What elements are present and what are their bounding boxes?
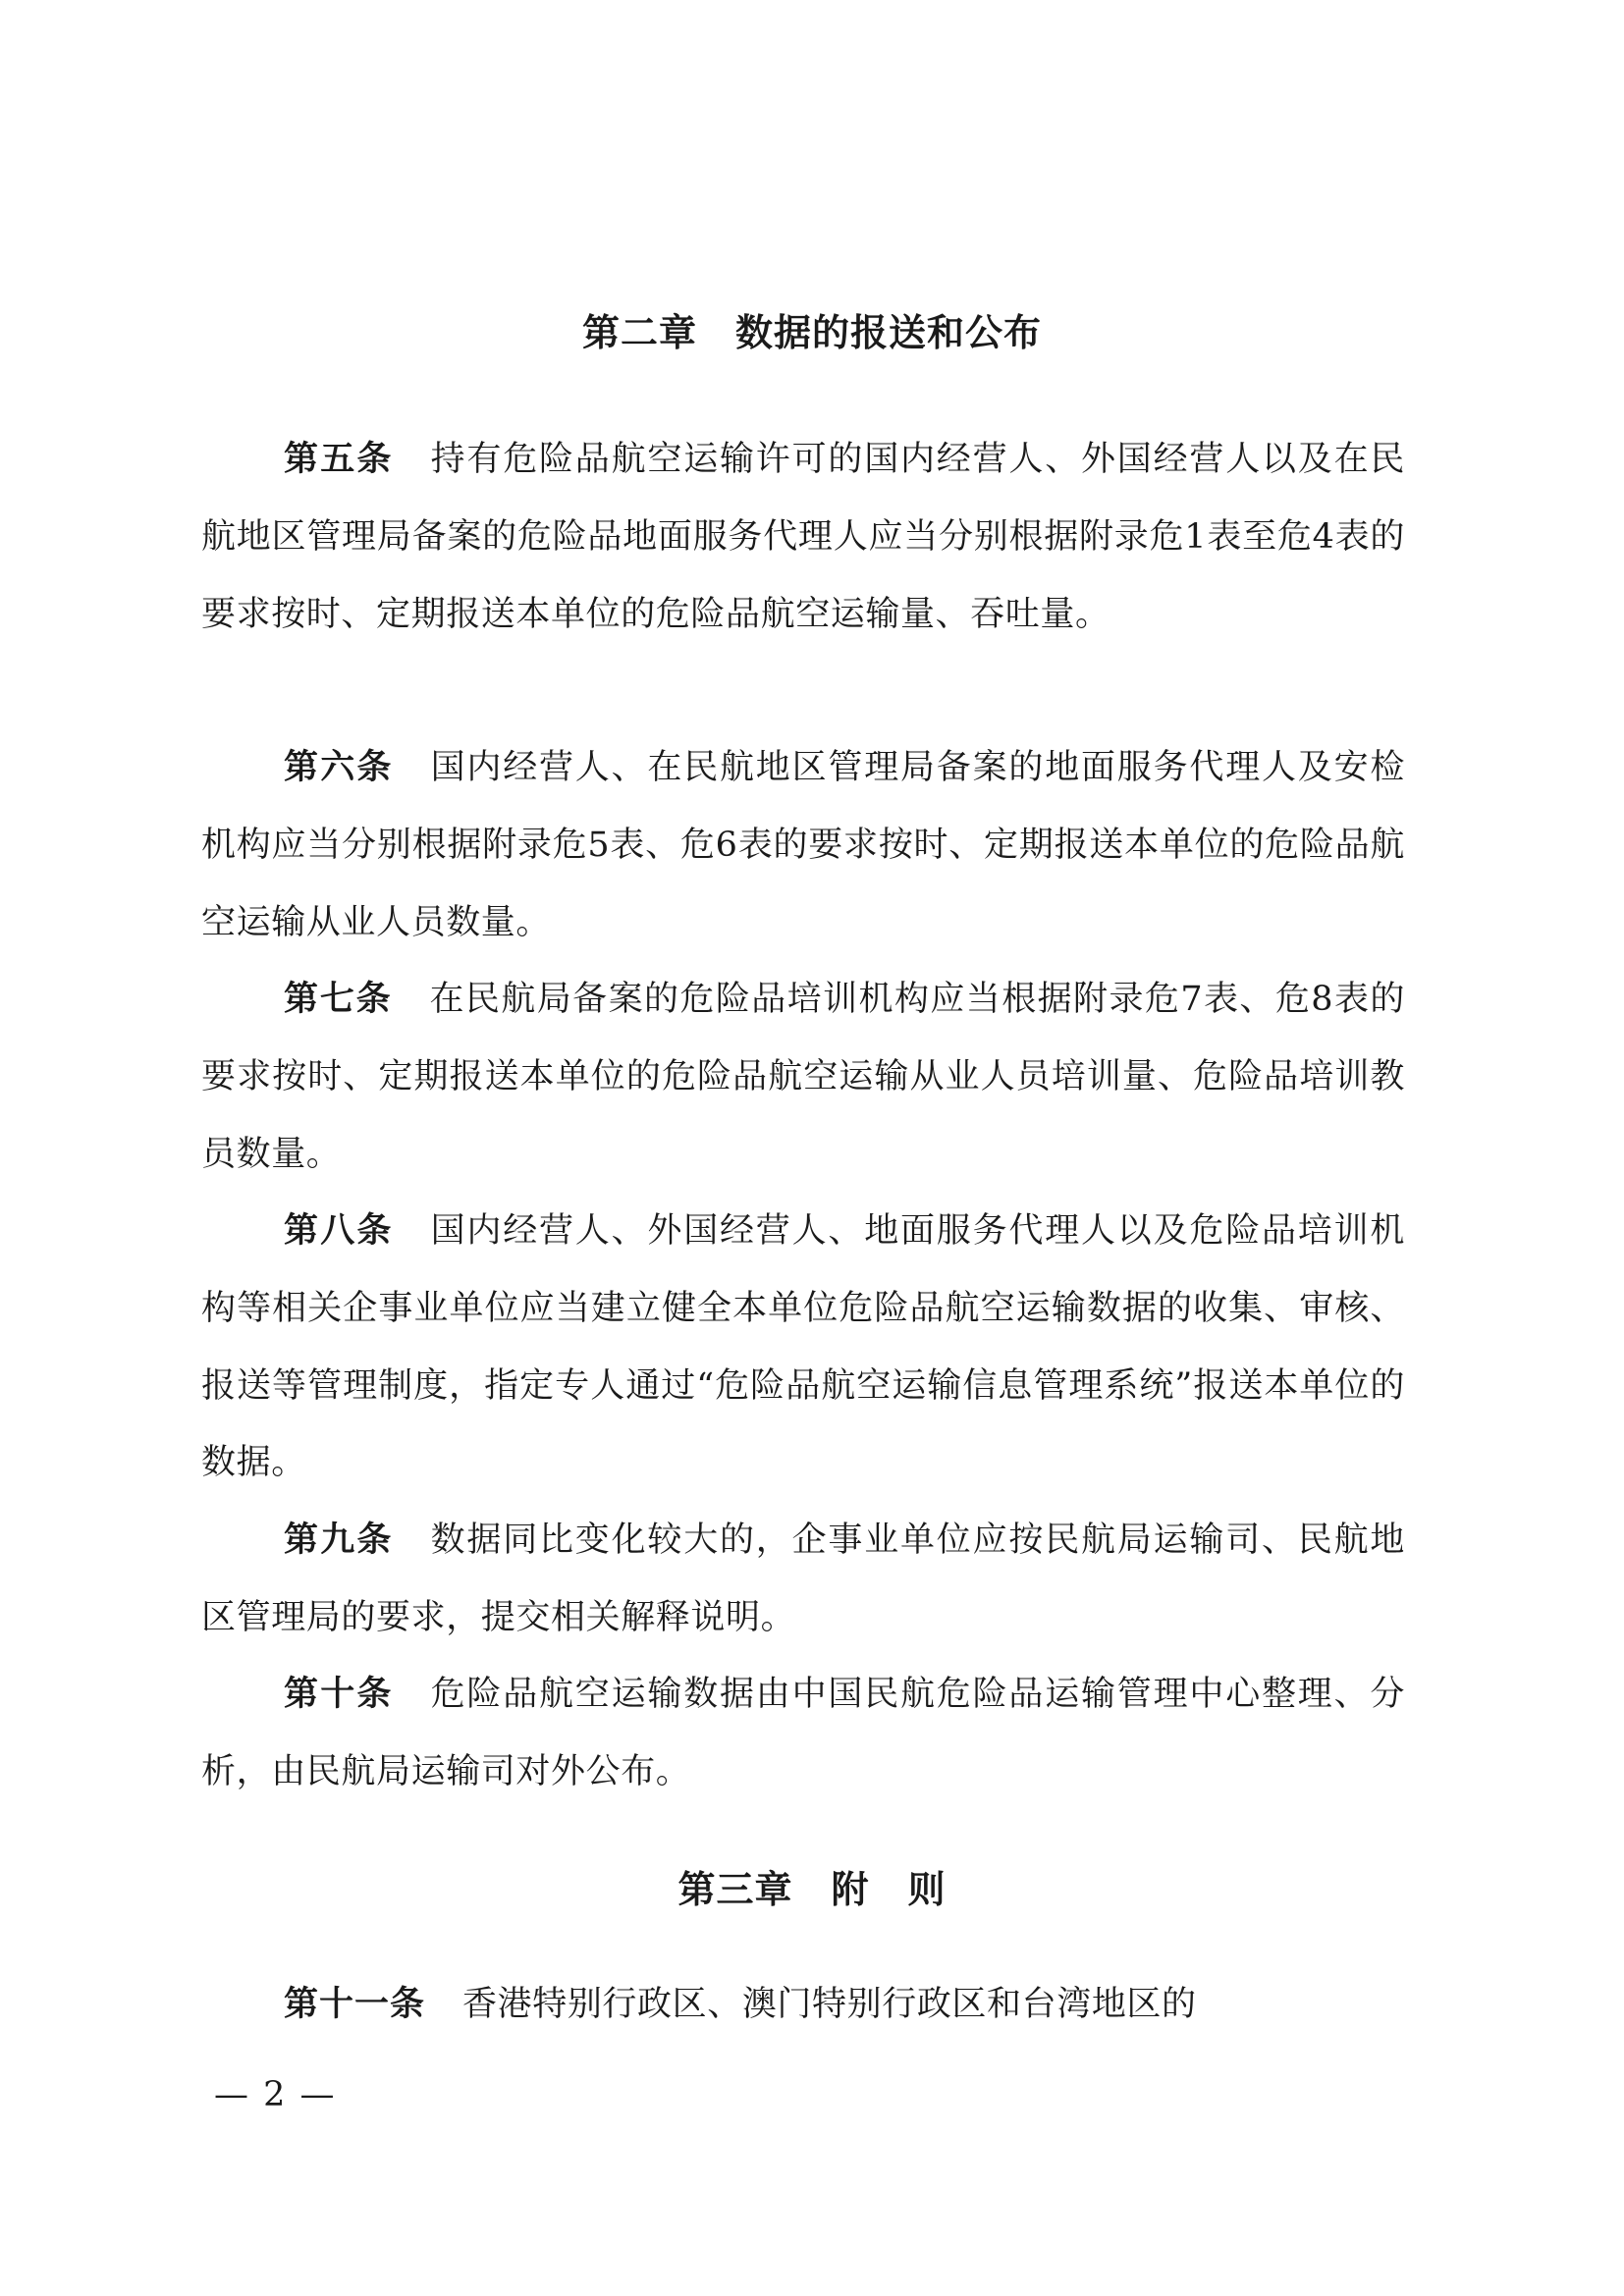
article-seven: [201, 961, 1405, 1193]
chapter-three-heading: 第三章 附 则: [677, 1868, 947, 1911]
article-five: [201, 421, 1405, 653]
article-label: 第七条: [284, 980, 393, 1019]
article-text: 国内经营人、在民航地区管理局备案的地面服务代理人及安检机构应当分别根据附录危5表、危6表的要求按时、定期报送本单位的危险品航空运输从业人员数量。: [201, 748, 1405, 942]
article-text: 香港特别行政区、澳门特别行政区和台湾地区的: [462, 1985, 1197, 2024]
article-text: 数据同比变化较大的，企事业单位应按民航局运输司、民航地区管理局的要求，提交相关解释说明。: [201, 1521, 1405, 1637]
article-eleven: [201, 1966, 1405, 2044]
article-label: 第十一条: [284, 1985, 426, 2024]
article-six: [201, 729, 1405, 961]
article-text: 国内经营人、外国经营人、地面服务代理人以及危险品培训机构等相关企事业单位应当建立健全本单位危险品航空运输数据的收集、审核、报送等管理制度，指定专人通过“危险品航空运输信息管理系统”报送本单位的数据。: [201, 1211, 1405, 1483]
article-label: 第六条: [284, 748, 394, 787]
article-eight: [201, 1193, 1405, 1502]
article-label: 第十条: [284, 1675, 394, 1714]
article-text: 持有危险品航空运输许可的国内经营人、外国经营人以及在民航地区管理局备案的危险品地面服务代理人应当分别根据附录危1表至危4表的要求按时、定期报送本单位的危险品航空运输量、吞吐量。: [201, 440, 1405, 634]
article-label: 第八条: [284, 1211, 394, 1251]
article-ten: [201, 1656, 1405, 1811]
article-text: 在民航局备案的危险品培训机构应当根据附录危7表、危8表的要求按时、定期报送本单位的危险品航空运输从业人员培训量、危险品培训教员数量。: [201, 980, 1405, 1174]
article-label: 第五条: [284, 440, 394, 479]
page-number: — 2 —: [214, 2075, 337, 2114]
article-nine: [201, 1502, 1405, 1657]
chapter-two-heading: 第二章 数据的报送和公布: [581, 311, 1042, 354]
article-text: 危险品航空运输数据由中国民航危险品运输管理中心整理、分析，由民航局运输司对外公布。: [201, 1675, 1405, 1791]
article-label: 第九条: [284, 1521, 394, 1560]
